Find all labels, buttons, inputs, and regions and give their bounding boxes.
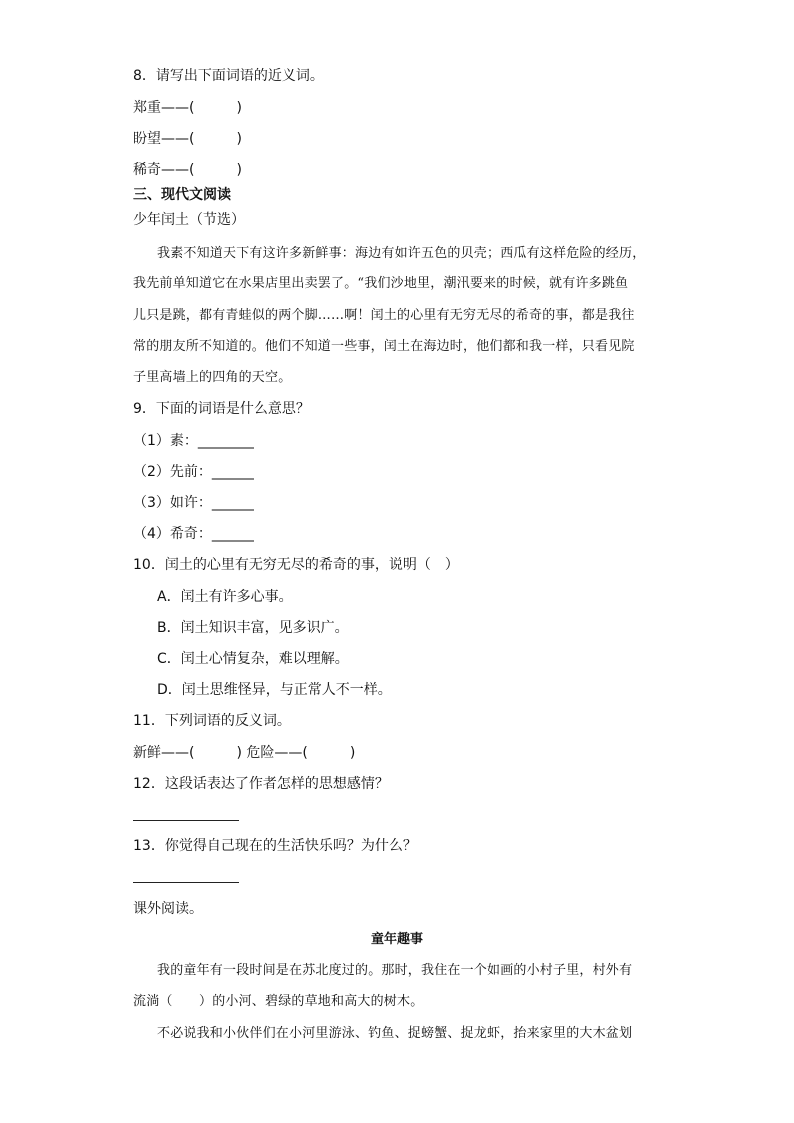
q10-option-c[interactable]: C．闰土心情复杂，难以理解。 xyxy=(157,651,349,667)
q10-option-a[interactable]: A．闰土有许多心事。 xyxy=(157,589,293,605)
passage1-line-4: 常的朋友所不知道的。他们不知道一些事，闰土在海边时，他们都和我一样，只看见院 xyxy=(133,339,635,354)
q13-title: 13．你觉得自己现在的生活快乐吗？为什么？ xyxy=(133,838,417,854)
q9-item-4-blank[interactable]: ______ xyxy=(211,526,254,542)
q9-item-4 xyxy=(133,524,254,544)
extra-reading-label: 课外阅读。 xyxy=(133,901,203,917)
passage-title: 少年闰土（节选） xyxy=(133,212,245,228)
section-heading: 三、现代文阅读 xyxy=(133,187,231,203)
q10-title: 10．闰土的心里有无穷无尽的希奇的事，说明（ ） xyxy=(133,557,459,573)
extra-passage-title: 童年趣事 xyxy=(370,932,423,947)
q12-answer-line[interactable] xyxy=(133,820,239,821)
passage1-line-1: 我素不知道天下有这许多新鲜事：海边有如许五色的贝壳；西瓜有这样危险的经历， xyxy=(157,246,646,261)
passage2-line-1: 我的童年有一段时间是在苏北度过的。那时，我住在一个如画的小村子里，村外有 xyxy=(157,963,633,978)
q9-item-1-label: （1）素： xyxy=(133,433,198,449)
q8-item-1: 郑重——( ) xyxy=(133,100,242,116)
q9-item-1 xyxy=(133,431,254,451)
q11-title: 11．下列词语的反义词。 xyxy=(133,713,291,729)
q9-item-1-blank[interactable]: ________ xyxy=(197,433,254,449)
passage2-line-3: 不必说我和小伙伴们在小河里游泳、钓鱼、捉螃蟹、捉龙虾，抬来家里的大木盆划 xyxy=(157,1026,633,1041)
q9-item-3-label: （3）如许： xyxy=(133,495,212,511)
passage1-line-3: 儿只是跳，都有青蛙似的两个脚……啊！闰土的心里有无穷无尽的希奇的事，都是我往 xyxy=(133,308,635,323)
q10-option-b[interactable]: B．闰土知识丰富，见多识广。 xyxy=(157,620,349,636)
q9-item-2-label: （2）先前： xyxy=(133,464,212,480)
q11-line: 新鲜——( ) 危险——( ) xyxy=(133,745,356,761)
q9-item-2 xyxy=(133,462,254,482)
q8-item-2: 盼望——( ) xyxy=(133,131,242,147)
q8-title: 8．请写出下面词语的近义词。 xyxy=(133,68,324,84)
q9-item-2-blank[interactable]: ______ xyxy=(211,464,254,480)
q9-item-4-label: （4）希奇： xyxy=(133,526,212,542)
q9-item-3-blank[interactable]: ______ xyxy=(211,495,254,511)
passage1-line-2: 我先前单知道它在水果店里出卖罢了。“我们沙地里，潮汛要来的时候，就有许多跳鱼 xyxy=(133,276,629,291)
q8-item-3: 稀奇——( ) xyxy=(133,162,242,178)
q12-title: 12．这段话表达了作者怎样的思想感情？ xyxy=(133,776,389,792)
passage2-line-2: 流淌（ ）的小河、碧绿的草地和高大的树木。 xyxy=(133,994,424,1009)
q13-answer-line[interactable] xyxy=(133,882,239,883)
q10-option-d[interactable]: D．闰土思维怪异，与正常人不一样。 xyxy=(157,682,392,698)
passage1-line-5: 子里高墙上的四角的天空。 xyxy=(133,370,292,385)
q9-item-3 xyxy=(133,493,254,513)
q9-title: 9．下面的词语是什么意思？ xyxy=(133,401,310,417)
